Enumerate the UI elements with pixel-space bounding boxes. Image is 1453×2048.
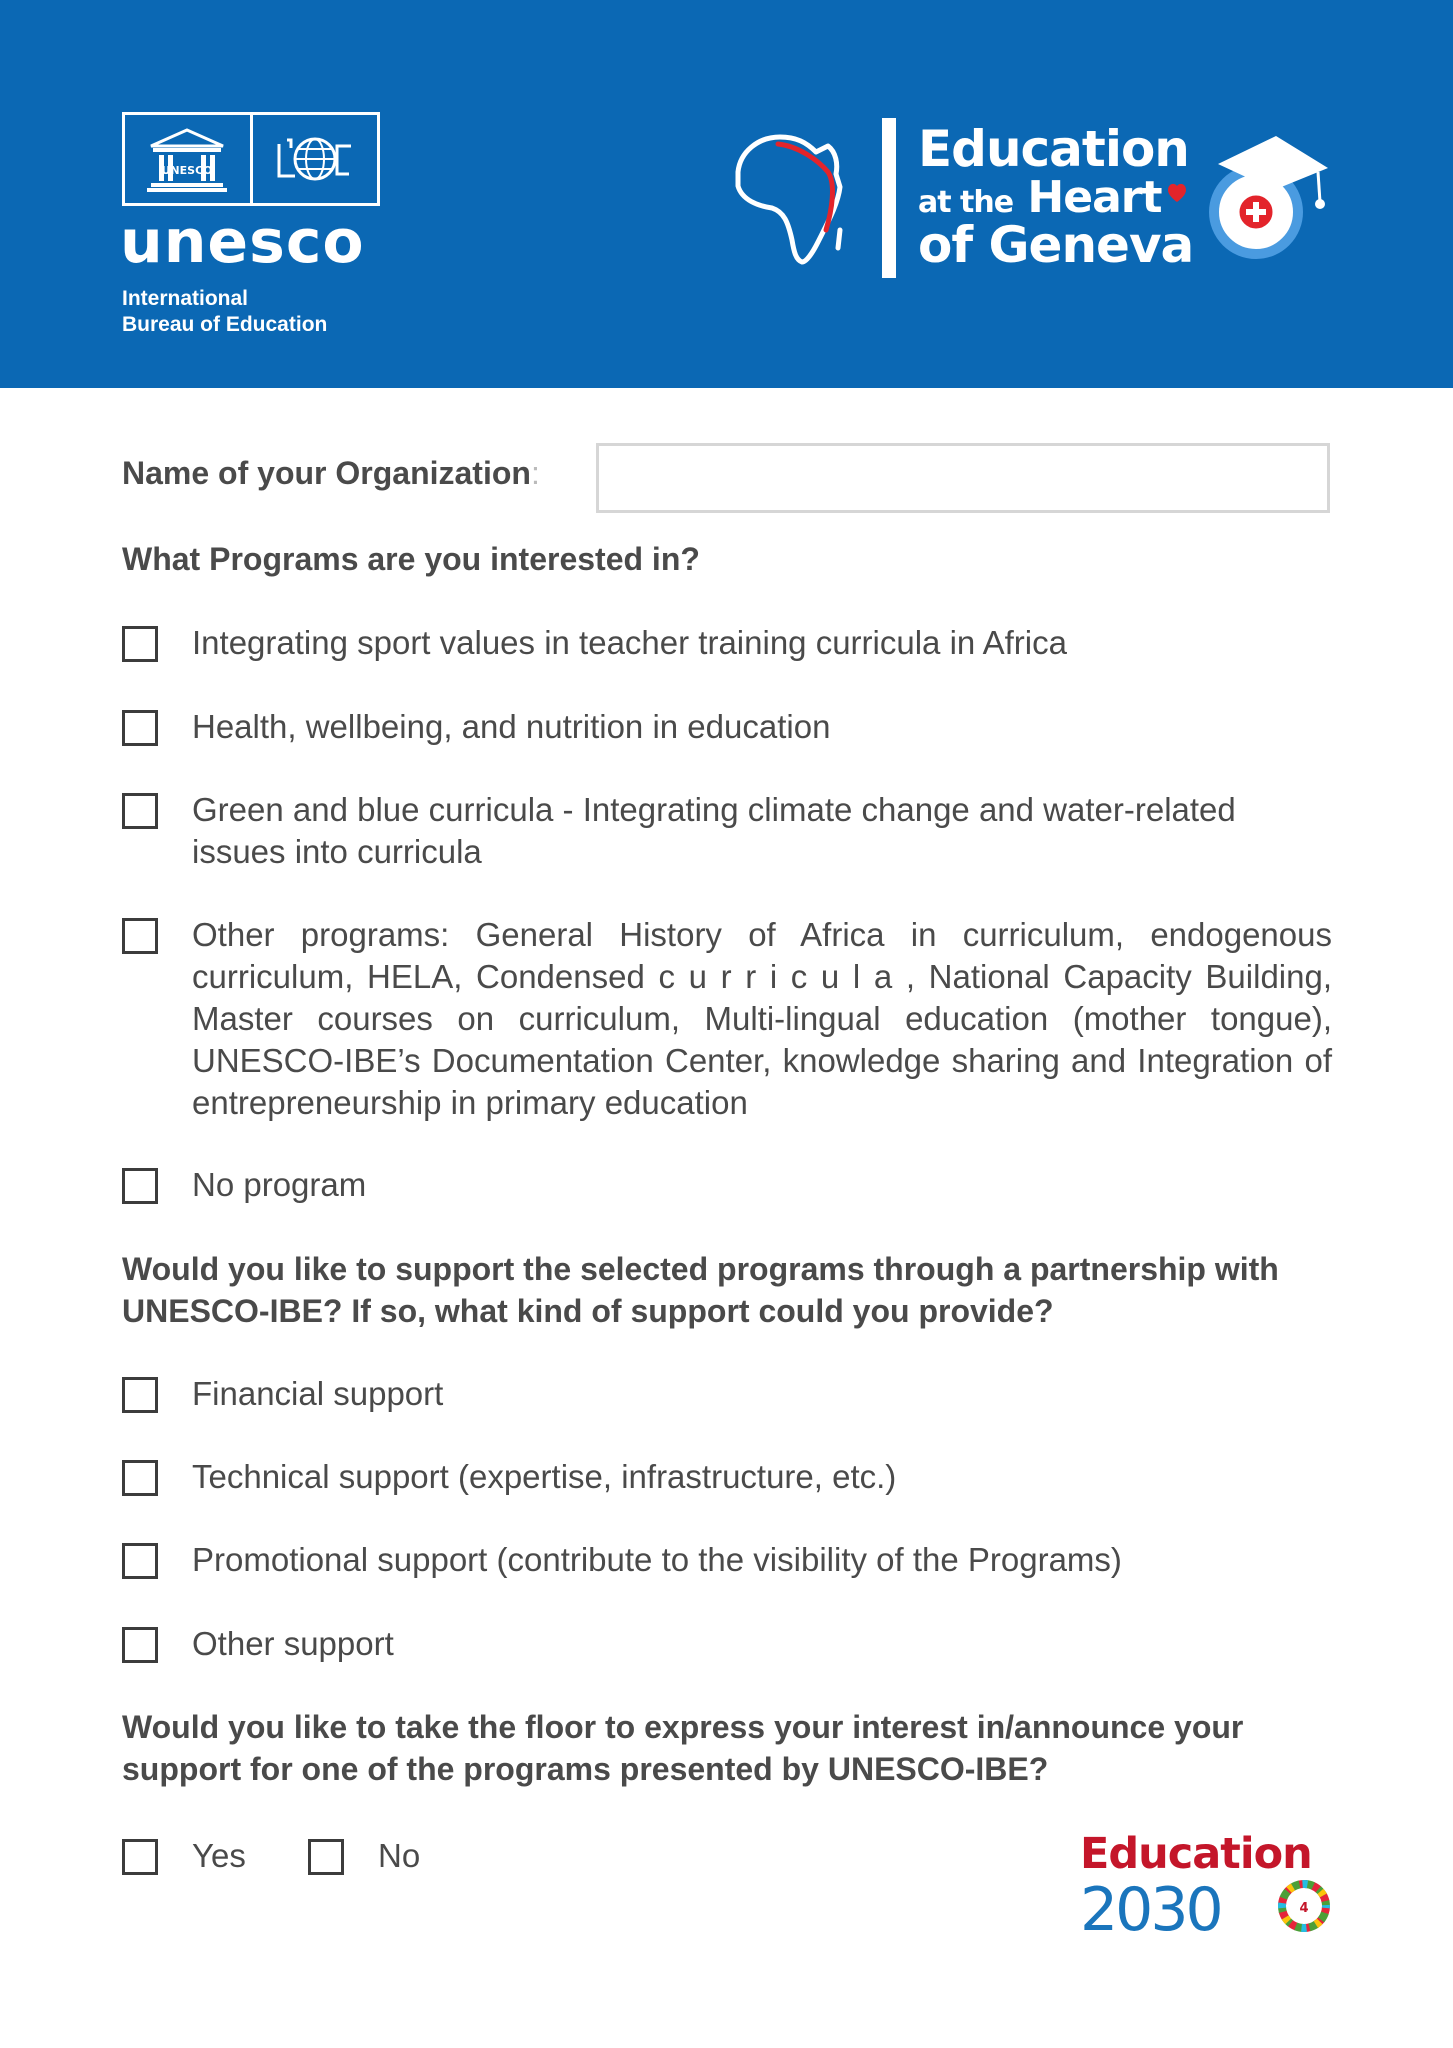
africa-map-icon	[738, 137, 840, 262]
option-label: No	[378, 1837, 421, 1874]
checkbox[interactable]	[122, 1460, 158, 1496]
checkbox[interactable]	[122, 710, 158, 746]
ibe-globe-icon	[250, 115, 378, 203]
option-label: Promotional support (contribute to the visibility of the Programs)	[192, 1541, 1122, 1578]
option-label: Other support	[192, 1625, 394, 1662]
education-2030-word-bottom: 2030	[1080, 1875, 1221, 1936]
org-name-label-text: Name of your Organization	[122, 455, 531, 491]
sdg-goal-number: 4	[1299, 1901, 1309, 1916]
geneva-line2b: Heart	[1027, 172, 1162, 223]
logo-divider	[882, 118, 896, 278]
yes-option[interactable]	[122, 1835, 246, 1877]
option-label: Financial support	[192, 1375, 444, 1412]
checkbox[interactable]	[122, 1627, 158, 1663]
education-2030-logo	[1080, 1826, 1336, 1936]
ibe-subtitle-line2: Bureau of Education	[122, 313, 328, 336]
checkbox[interactable]	[122, 793, 158, 829]
option-label: Technical support (expertise, infrastructure, etc.)	[192, 1458, 897, 1495]
option-label: Health, wellbeing, and nutrition in education	[192, 708, 831, 745]
support-option-financial[interactable]	[122, 1373, 1332, 1415]
floor-question: Would you like to take the floor to express your interest in/announce your support for one of the programs presented by UNESCO-IBE?	[122, 1709, 1244, 1787]
education-2030-word-top: Education	[1080, 1829, 1312, 1879]
ibe-subtitle	[122, 286, 327, 338]
unesco-wordmark: unesco	[120, 207, 365, 277]
option-label: Other programs: General History of Africa in curriculum, endogenous curriculum, HELA, Condensed c u r r i c u l a , National Capacity Building, Master courses on curriculum, Multi-lingual education (mother tongue), UNESCO-IBE’s Documentation Center, knowledge sharing and Integration of entrepreneurship in primary education	[192, 916, 1332, 1121]
geneva-line3: of Geneva	[918, 216, 1194, 274]
geneva-line1: Education	[918, 120, 1189, 178]
option-label: Yes	[192, 1837, 246, 1874]
program-option-sport[interactable]	[122, 622, 1332, 664]
support-option-other[interactable]	[122, 1623, 1332, 1665]
support-option-technical[interactable]	[122, 1456, 1332, 1498]
ibe-subtitle-line1: International	[122, 287, 249, 310]
support-option-promotional[interactable]	[122, 1539, 1332, 1581]
checkbox[interactable]	[122, 1377, 158, 1413]
unesco-emblem-logo	[122, 112, 380, 206]
org-name-label-colon: :	[530, 455, 540, 491]
sdg-wheel-icon	[1282, 1884, 1326, 1928]
graduation-lifebuoy-icon	[1214, 136, 1328, 254]
geneva-logo-text	[918, 120, 1194, 274]
geneva-line2a: at the	[918, 185, 1014, 220]
unesco-temple-icon	[125, 115, 250, 203]
org-name-input[interactable]	[596, 443, 1330, 513]
checkbox[interactable]	[122, 918, 158, 954]
option-label: No program	[192, 1166, 367, 1203]
header-banner	[0, 0, 1453, 388]
programs-question: What Programs are you interested in?	[122, 541, 700, 577]
support-question: Would you like to support the selected programs through a partnership with UNESCO-IBE? If so, what kind of support could you provide?	[122, 1251, 1279, 1329]
program-option-green-blue[interactable]	[122, 789, 1332, 873]
option-label: Integrating sport values in teacher training curricula in Africa	[192, 624, 1067, 661]
no-option[interactable]	[308, 1835, 420, 1877]
checkbox[interactable]	[122, 1543, 158, 1579]
program-option-health[interactable]	[122, 706, 1332, 748]
checkbox[interactable]	[308, 1839, 344, 1875]
checkbox[interactable]	[122, 1168, 158, 1204]
org-name-label	[122, 455, 540, 492]
svg-text:UNESCO: UNESCO	[161, 164, 213, 177]
checkbox[interactable]	[122, 626, 158, 662]
option-label: Green and blue curricula - Integrating climate change and water-related issues into curricula	[192, 791, 1236, 870]
geneva-line2	[918, 172, 1193, 223]
program-option-none[interactable]	[122, 1164, 1332, 1206]
checkbox[interactable]	[122, 1839, 158, 1875]
program-option-other[interactable]	[122, 914, 1332, 1124]
